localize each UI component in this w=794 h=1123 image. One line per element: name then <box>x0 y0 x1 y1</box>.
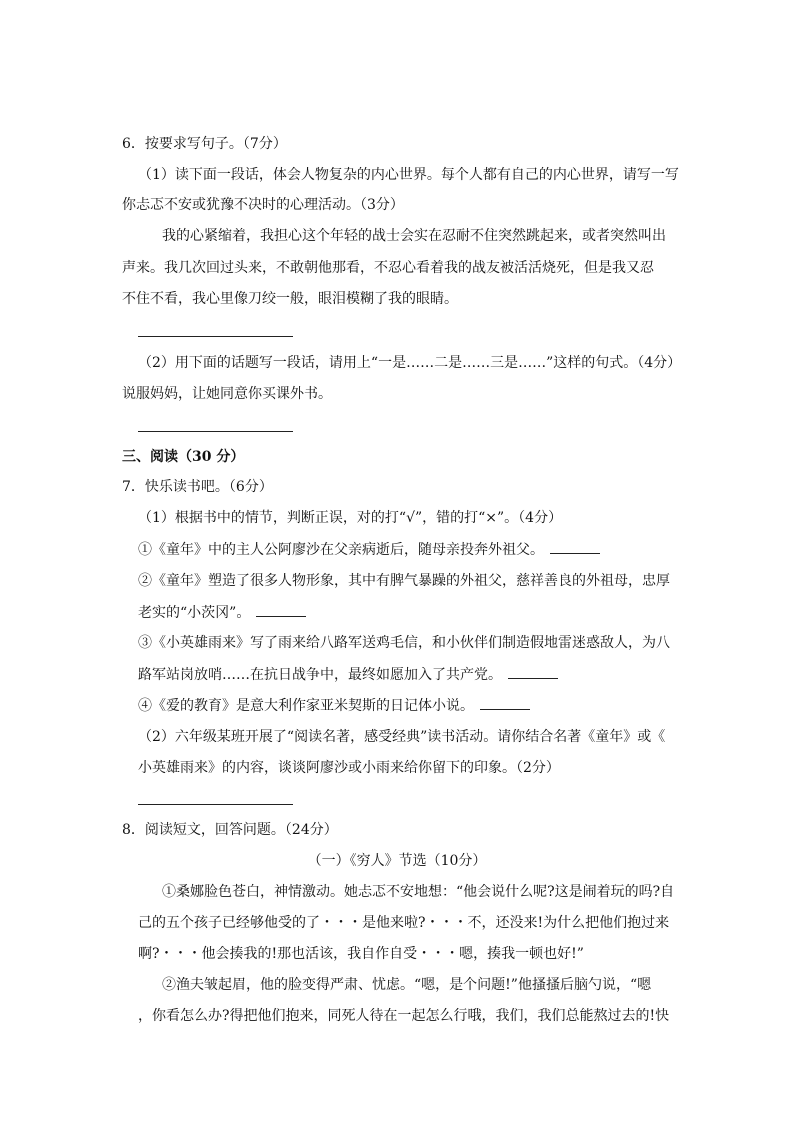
q7-title: 7．快乐读书吧。（6分） <box>122 479 273 495</box>
q7-item1-text: ①《童年》中的主人公阿廖沙在父亲病逝后，随母亲投奔外祖父。 <box>138 542 544 558</box>
q7-item2-blank[interactable] <box>256 602 306 617</box>
q7-item1 <box>138 539 600 560</box>
q8-para1-line3: 啊?・・・他会揍我的!那也活该，我自作自受・・・嗯，揍我一顿也好!” <box>138 946 584 962</box>
q8-title: 8．阅读短文，回答问题。（24分） <box>122 822 338 838</box>
q7-item2-line2 <box>138 602 306 623</box>
q6-answer-line-1[interactable] <box>138 336 293 337</box>
q8-para2-line2: ，你看怎么办?得把他们抱来，同死人待在一起怎么行哦，我们，我们总能熬过去的!快 <box>138 1008 670 1024</box>
q8-passage-subtitle: （一）《穷人》节选（10分） <box>307 853 487 869</box>
q7-item1-blank[interactable] <box>550 539 600 554</box>
q7-item4-text: ④《爱的教育》是意大利作家亚米契斯的日记体小说。 <box>138 698 474 714</box>
q7-part1: （1）根据书中的情节，判断正误，对的打“√”，错的打“×”。（4分） <box>138 510 563 526</box>
q6-part1-line1: （1）读下面一段话，体会人物复杂的内心世界。每个人都有自己的内心世界，请写一写 <box>138 167 679 183</box>
q7-item4-blank[interactable] <box>480 695 530 710</box>
q7-answer-line[interactable] <box>138 804 293 805</box>
q6-part2-line2: 说服妈妈，让她同意你买课外书。 <box>122 386 332 402</box>
section3-title: 三、阅读（30 分） <box>122 449 245 465</box>
q7-item3-line2 <box>138 664 558 685</box>
q6-answer-line-2[interactable] <box>138 431 293 432</box>
q8-para1-line1: ①桑娜脸色苍白，神情激动。她忐忑不安地想：“他会说什么呢?这是闹着玩的吗?自 <box>162 884 675 900</box>
q6-passage-line3: 不住不看，我心里像刀绞一般，眼泪模糊了我的眼睛。 <box>122 291 458 307</box>
q6-passage-line2: 声来。我几次回过头来，不敢朝他那看，不忍心看着我的战友被活活烧死，但是我又忍 <box>122 260 654 276</box>
q8-para1-line2: 己的五个孩子已经够他受的了・・・是他来啦?・・・不，还没来!为什么把他们抱过来 <box>138 915 670 931</box>
q6-title: 6．按要求写句子。（7分） <box>122 136 287 152</box>
q8-para2-line1: ②渔夫皱起眉，他的脸变得严肃、忧虑。“嗯，是个问题!”他搔搔后脑勺说，“嗯 <box>162 977 652 993</box>
q7-item4 <box>138 695 530 716</box>
q6-passage-line1: 我的心紧缩着，我担心这个年轻的战士会实在忍耐不住突然跳起来，或者突然叫出 <box>162 228 666 244</box>
q6-part1-line2: 你忐忑不安或犹豫不决时的心理活动。（3分） <box>122 197 404 213</box>
q7-item2-line1: ②《童年》塑造了很多人物形象，其中有脾气暴躁的外祖父，慈祥善良的外祖母，忠厚 <box>138 573 670 589</box>
q7-item2-text: 老实的“小茨冈”。 <box>138 605 251 621</box>
q7-item3-text: 路军站岗放哨……在抗日战争中，最终如愿加入了共产党。 <box>138 667 502 683</box>
q7-part2-line2: 小英雄雨来》的内容，谈谈阿廖沙或小雨来给你留下的印象。（2分） <box>138 760 560 776</box>
q6-part2-line1: （2）用下面的话题写一段话，请用上“一是……二是……三是……”这样的句式。（4分） <box>138 355 682 371</box>
q7-item3-line1: ③《小英雄雨来》写了雨来给八路军送鸡毛信，和小伙伴们制造假地雷迷惑敌人，为八 <box>138 635 670 651</box>
q7-part2-line1: （2）六年级某班开展了“阅读名著，感受经典”读书活动。请你结合名著《童年》或《 <box>138 729 666 745</box>
q7-item3-blank[interactable] <box>508 664 558 679</box>
